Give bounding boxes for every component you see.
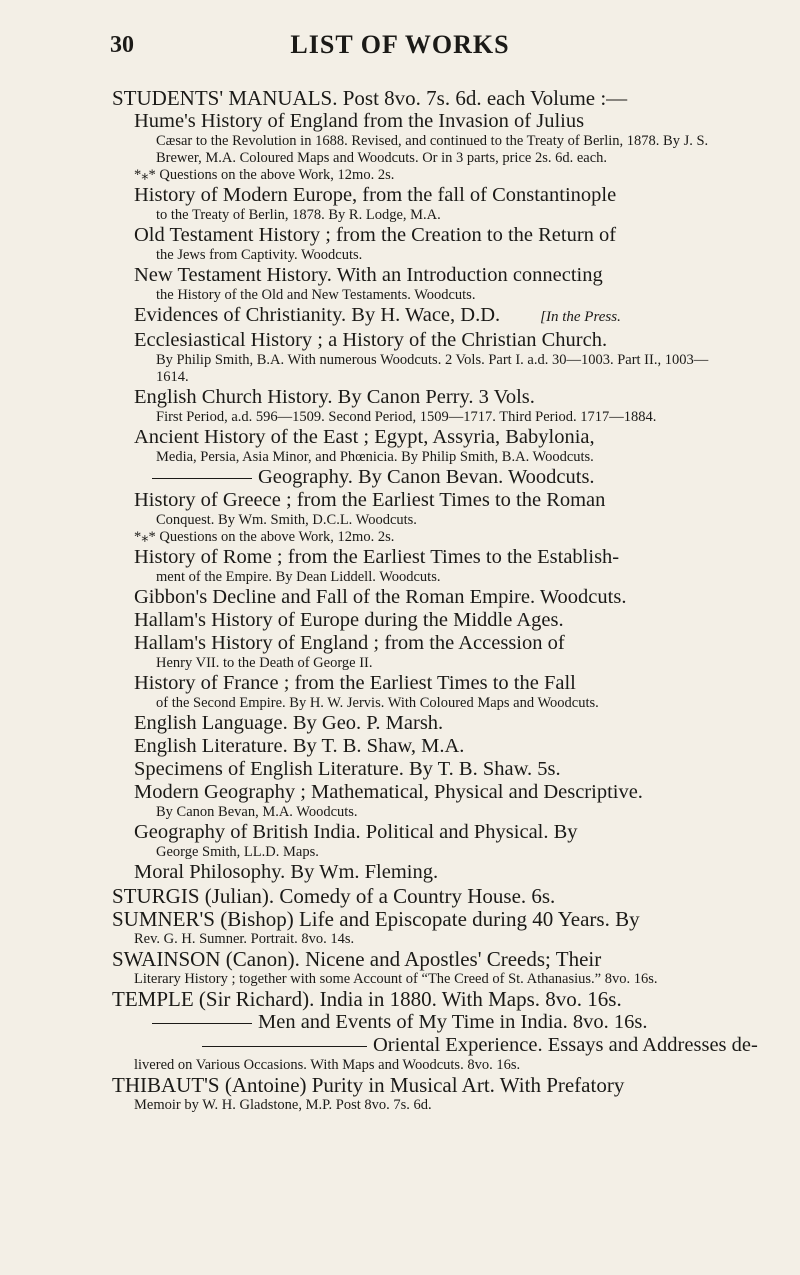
running-head: LIST OF WORKS: [290, 30, 510, 59]
work-entry: [112, 735, 730, 758]
work-title-text: SWAINSON (Canon). Nicene and Apostles' Creeds; Their: [112, 947, 602, 971]
work-title-text: Evidences of Christianity. By H. Wace, D.D.: [134, 304, 501, 326]
work-entry: [112, 884, 730, 908]
page-header: [0, 28, 800, 68]
work-detail: Literary History ; together with some Account of “The Creed of St. Athanasius.” 8vo. 16s.: [134, 971, 658, 987]
work-entry: [112, 110, 730, 167]
work-title-text: History of Greece ; from the Earliest Times to the Roman: [134, 489, 606, 511]
work-detail: livered on Various Occasions. With Maps and Woodcuts. 8vo. 16s.: [134, 1057, 521, 1073]
work-detail: the History of the Old and New Testaments. Woodcuts.: [156, 287, 476, 303]
work-entry: [112, 304, 730, 329]
work-title: [134, 224, 730, 247]
work-entry: [112, 586, 730, 609]
work-title-text: History of Modern Europe, from the fall of Constantinople: [134, 184, 617, 206]
work-title-text: Specimens of English Literature. By T. B. Shaw. 5s.: [134, 758, 561, 780]
work-title-text: Hume's History of England from the Invasion of Julius: [134, 110, 585, 132]
work-title: [134, 329, 730, 352]
work-entry: [112, 184, 730, 224]
work-entry: [112, 167, 730, 184]
work-title-text: THIBAUT'S (Antoine) Purity in Musical Art. With Prefatory: [112, 1073, 625, 1097]
work-title-text: TEMPLE (Sir Richard). India in 1880. With Maps. 8vo. 16s.: [112, 987, 622, 1011]
work-detail: to the Treaty of Berlin, 1878. By R. Lodge, M.A.: [156, 207, 441, 223]
work-entry: [112, 329, 730, 386]
work-entry: [112, 466, 730, 489]
work-title: [134, 672, 730, 695]
work-entry: [112, 1034, 758, 1074]
page-number: 30: [110, 32, 134, 58]
work-title-text: Hallam's History of England ; from the Accession of: [134, 632, 565, 654]
work-title: [134, 821, 730, 844]
work-detail: of the Second Empire. By H. W. Jervis. With Coloured Maps and Woodcuts.: [156, 695, 599, 711]
work-detail: Cæsar to the Revolution in 1688. Revised, and continued to the Treaty of Berlin, 1878. By J. S. Brewer, M.A. Coloured Maps and Woodcuts. Or in 3 parts, price 2s. 6d. each.: [156, 133, 709, 166]
work-title: [134, 386, 730, 409]
work-entry: [112, 908, 730, 948]
work-entry: [112, 861, 730, 884]
work-entry: [112, 1011, 730, 1034]
work-entry: [112, 86, 730, 110]
work-detail: Rev. G. H. Sumner. Portrait. 8vo. 14s.: [134, 931, 355, 947]
work-title-text: English Church History. By Canon Perry. 3 Vols.: [134, 386, 535, 408]
questions-note: *⁎* Questions on the above Work, 12mo. 2s.: [134, 167, 395, 183]
work-entry: [112, 529, 730, 546]
work-title: [152, 466, 730, 489]
work-title: [134, 632, 730, 655]
work-entry: [112, 632, 730, 672]
work-entry: [112, 264, 730, 304]
work-title: [134, 264, 730, 287]
work-detail: By Canon Bevan, M.A. Woodcuts.: [156, 804, 358, 820]
work-title-text: Hallam's History of Europe during the Middle Ages.: [134, 609, 564, 631]
work-entry: [112, 224, 730, 264]
work-entry: [112, 609, 730, 632]
work-title: [112, 908, 730, 931]
work-title-text: New Testament History. With an Introduction connecting: [134, 264, 603, 286]
work-entry: [112, 426, 730, 466]
work-entry: [112, 546, 730, 586]
work-entry: [112, 712, 730, 735]
work-detail: First Period, a.d. 596—1509. Second Period, 1509—1717. Third Period. 1717—1884.: [156, 409, 657, 425]
section-heading: STUDENTS' MANUALS. Post 8vo. 7s. 6d. each Volume :—: [112, 86, 628, 110]
work-title-text: Old Testament History ; from the Creation to the Return of: [134, 224, 617, 246]
work-title-text: History of Rome ; from the Earliest Times to the Establish-: [134, 546, 620, 568]
work-title: [202, 1034, 758, 1057]
work-entry: [112, 948, 730, 988]
press-status: [In the Press.: [540, 309, 621, 325]
work-detail: Media, Persia, Asia Minor, and Phœnicia. By Philip Smith, B.A. Woodcuts.: [156, 449, 594, 465]
work-title: [112, 1074, 730, 1097]
work-detail: Conquest. By Wm. Smith, D.C.L. Woodcuts.: [156, 512, 417, 528]
work-title-text: Ancient History of the East ; Egypt, Assyria, Babylonia,: [134, 426, 595, 448]
work-title-text: Geography. By Canon Bevan. Woodcuts.: [258, 466, 595, 488]
work-title-text: Geography of British India. Political and Physical. By: [134, 821, 578, 843]
work-detail: Henry VII. to the Death of George II.: [156, 655, 373, 671]
work-title: [134, 586, 730, 609]
work-entry: [112, 386, 730, 426]
work-title: [112, 988, 730, 1011]
work-title: [134, 489, 730, 512]
work-title: [134, 609, 730, 632]
work-title-text: Modern Geography ; Mathematical, Physical and Descriptive.: [134, 781, 643, 803]
ditto-rule: [152, 1023, 252, 1024]
work-entry: [112, 489, 730, 529]
section-heading: STURGIS (Julian). Comedy of a Country House. 6s.: [112, 884, 556, 908]
work-entry: [112, 988, 730, 1011]
work-entry: [112, 781, 730, 821]
work-title-text: Ecclesiastical History ; a History of the Christian Church.: [134, 329, 608, 351]
work-title: [152, 1011, 730, 1034]
ditto-rule: [202, 1046, 367, 1047]
work-entry: [112, 1074, 730, 1114]
work-title-text: Oriental Experience. Essays and Addresses de-: [373, 1034, 758, 1056]
works-list: [112, 86, 758, 1114]
work-detail: Memoir by W. H. Gladstone, M.P. Post 8vo. 7s. 6d.: [134, 1097, 432, 1113]
ditto-rule: [152, 478, 252, 479]
work-title: [134, 110, 730, 133]
work-title: [134, 184, 730, 207]
work-title-text: Men and Events of My Time in India. 8vo. 16s.: [258, 1011, 648, 1033]
work-entry: [112, 758, 730, 781]
work-title: [134, 861, 730, 884]
work-title-text: History of France ; from the Earliest Times to the Fall: [134, 672, 576, 694]
work-title-text: Moral Philosophy. By Wm. Fleming.: [134, 861, 439, 883]
work-title: [134, 546, 730, 569]
work-title: [134, 426, 730, 449]
work-title: [134, 712, 730, 735]
questions-note: *⁎* Questions on the above Work, 12mo. 2s.: [134, 529, 395, 545]
work-title-text: English Literature. By T. B. Shaw, M.A.: [134, 735, 465, 757]
work-detail: By Philip Smith, B.A. With numerous Woodcuts. 2 Vols. Part I. a.d. 30—1003. Part II., 1003—1614.: [156, 352, 709, 385]
work-detail: George Smith, LL.D. Maps.: [156, 844, 319, 860]
work-detail: ment of the Empire. By Dean Liddell. Woodcuts.: [156, 569, 441, 585]
work-title: [134, 781, 730, 804]
work-title-text: English Language. By Geo. P. Marsh.: [134, 712, 444, 734]
work-entry: [112, 672, 730, 712]
work-title: [134, 304, 730, 329]
work-title-text: SUMNER'S (Bishop) Life and Episcopate during 40 Years. By: [112, 907, 640, 931]
work-title: [112, 948, 730, 971]
work-title: [134, 735, 730, 758]
work-entry: [112, 821, 730, 861]
work-title-text: Gibbon's Decline and Fall of the Roman Empire. Woodcuts.: [134, 586, 627, 608]
work-title: [134, 758, 730, 781]
work-detail: the Jews from Captivity. Woodcuts.: [156, 247, 363, 263]
